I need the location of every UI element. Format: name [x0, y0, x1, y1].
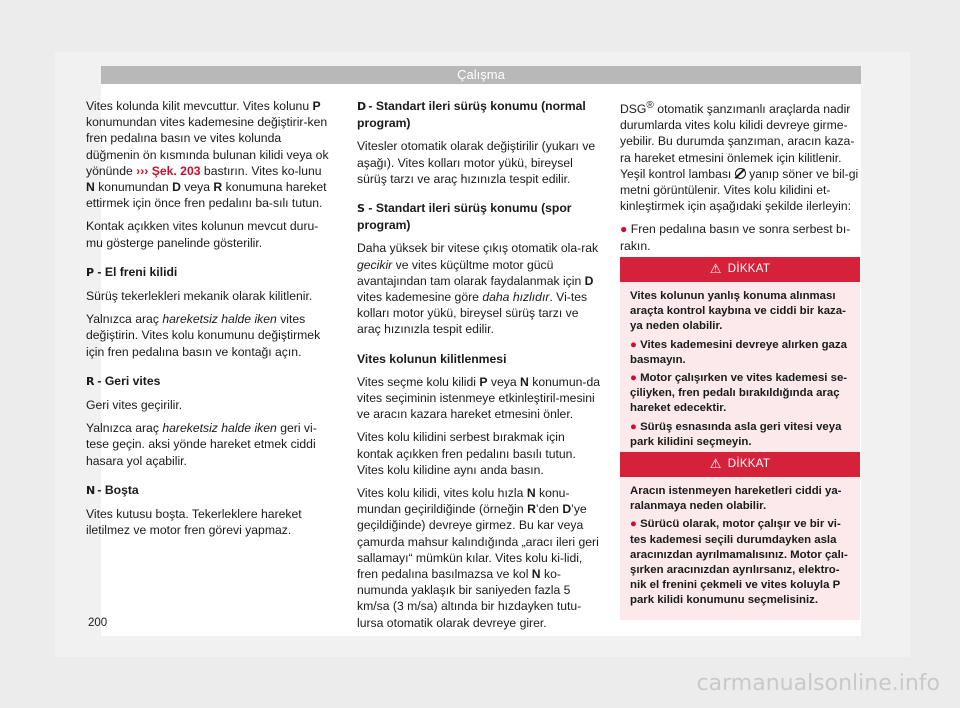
text-italic: daha hızlıdır: [482, 290, 550, 305]
text: ’ye geçildiğinde) devreye girmez. Bu kar veya çamurda mahsur kalındığında „aracı ileri geri sallamayı“ mümkün kılar. Vites kolu ki-lidi, fren pedalına basılmazsa ve kol: [357, 502, 599, 582]
heading-drive: [357, 98, 603, 131]
bullet-icon: ●: [630, 372, 637, 385]
text: yanıp söner ve bil-gi metni görüntülenir. Vites kolu kilidini et-kinleştirmek için aşağıdaki şekilde ilerleyin:: [620, 166, 859, 214]
warning-intro: Vites kolunun yanlış konuma alınması araçta kontrol kaybına ve ciddi bir kaza-ya neden olabilir.: [630, 290, 846, 333]
text: otomatik şanzımanlı araçlarda nadir durumlarda vites kolu kilidi devreye girme-yebilir. Bu durumda şanzıman, aracın kaza-ra hareket etmesini önlemek için kilitlenir. Yeşil kontrol lambası: [620, 102, 855, 181]
text: ve vites küçültme motor gücü avantajından tam olarak faydalanmak için: [357, 257, 585, 288]
gear-n-icon: N: [86, 483, 96, 497]
text: Vites kolunda kilit mevcuttur. Vites kolunu: [86, 99, 310, 113]
gear-p: P: [479, 374, 488, 389]
text: Fren pedalına basın ve sonra serbest bı-rakın.: [620, 222, 851, 253]
gear-r: R: [213, 180, 223, 195]
text: Yalnızca araç: [86, 421, 163, 436]
watermark: carmanualsonline.info: [696, 671, 940, 696]
text: veya: [487, 374, 521, 389]
text: bastırın. Vites ko-lunu: [200, 163, 322, 178]
text: konumun-da vites seçiminin istenmeye etkinleştiril-mesini ve aracın kazara hareket etmesini önler.: [357, 374, 600, 422]
text: . Vi-tes kolları motor yükü, bireysel sürüş tarzı ve araç hızınızla tespit edilir.: [357, 290, 588, 337]
paragraph-sport: [357, 240, 603, 337]
warning-body: [620, 477, 860, 620]
text: geri vi-tese geçin. aksi yönde hareket etmek ciddi hasara yol açabilir.: [86, 421, 317, 468]
text: Sürüş esnasında asla geri vitesi veya park kilidini seçmeyin.: [630, 420, 842, 448]
warning-intro: Aracın istenmeyen hareketleri ciddi ya-ralanmaya neden olabilir.: [630, 485, 842, 513]
gear-d: D: [172, 180, 181, 195]
text: konumundan vites kademesine değiştirir-ken fren pedalına basın ve vites kolunda düğmenin ön kısmında bulunan kilidi veya ok yönünde: [86, 115, 329, 178]
heading-text: - Geri vites: [94, 373, 161, 388]
warning-header: [620, 452, 860, 477]
heading-text: - Standart ileri sürüş konumu (normal program): [357, 99, 586, 131]
gear-n: N: [531, 567, 541, 582]
warning-label: DİKKAT: [727, 262, 771, 275]
text: vites kademesine göre: [357, 290, 483, 305]
text: Motor çalışırken ve vites kademesi se-çiliyken, fren pedalı bırakıldığında araç hareket edecektir.: [630, 372, 848, 415]
heading-text: - Boşta: [94, 482, 139, 497]
paragraph-park-1: Sürüş tekerlekleri mekanik olarak kilitlenir.: [86, 289, 313, 304]
bullet-icon: ●: [630, 518, 637, 531]
warning-body: [620, 282, 860, 461]
gear-p-icon: P: [86, 265, 95, 279]
text: Vites kademesini devreye alırken gaza basmayın.: [630, 338, 847, 366]
gear-p: P: [312, 99, 321, 113]
text: vites değiştirin. Vites kolu konumunu değiştirmek için fren pedalına basın ve kontağı açın.: [86, 312, 321, 359]
warning-triangle-icon: ⚠: [709, 261, 722, 277]
column-2: [357, 98, 603, 638]
heading-text: - El freni kilidi: [94, 264, 178, 279]
text-italic: hareketsiz halde iken: [162, 312, 277, 327]
gear-d: D: [584, 273, 594, 288]
ref-arrow-icon: ›››: [136, 163, 149, 178]
text: Daha yüksek bir vitese çıkış otomatik ola-rak: [357, 241, 599, 256]
text: Yalnızca araç: [86, 312, 163, 327]
warning-item: [630, 420, 850, 450]
warning-box-2: [620, 452, 860, 620]
paragraph-reverse-2: [86, 420, 332, 469]
paragraph-lock-intro: [86, 98, 332, 211]
figure-link[interactable]: Şek. 203: [148, 163, 201, 178]
gear-r-icon: R: [86, 374, 95, 388]
text: konumuna hareket ettirmek için önce fren pedalını ba-sılı tutun.: [86, 180, 327, 211]
page-number: 200: [88, 617, 108, 629]
gear-n: N: [86, 180, 95, 195]
column-1: [86, 98, 332, 545]
text: konu-mundan geçirildiğinde (örneğin: [357, 486, 570, 517]
warning-label: DİKKAT: [727, 457, 771, 470]
text: ’den: [535, 502, 563, 517]
warning-box-1: [620, 257, 860, 461]
heading-reverse: [86, 373, 332, 390]
paragraph-neutral: Vites kutusu boşta. Tekerleklere hareket iletilmez ve motor fren görevi yapmaz.: [86, 507, 302, 538]
gear-n: N: [526, 486, 536, 501]
paragraph-drive: Vitesler otomatik olarak değiştirilir (yukarı ve aşağı). Vites kolları motor yükü, bireysel sürüş tarzı ve araç hızınızla tespit edilir.: [357, 139, 596, 186]
warning-item: [630, 338, 850, 368]
warning-item: [630, 371, 850, 417]
heading-park: [86, 264, 332, 281]
paragraph-lock-2: Vites kolu kilidini serbest bırakmak için kontak açıkken fren pedalını basılı tutun. Vites kolu kilidine aynı anda basın.: [357, 430, 576, 477]
text: Sürücü olarak, motor çalışır ve bir vi-tes kademesi seçili durumdayken asla aracınızdan ayrılmamalısınız. Motor çalı-şırken aracınızdan ayrılırsanız, elektro-nik el frenini çekmeli ve vites koluyla P park kilidi konumunu seçmelisiniz.: [630, 518, 848, 607]
bullet-icon: ●: [630, 338, 637, 351]
bullet-icon: ●: [620, 222, 628, 237]
text-italic: gecikir: [357, 257, 393, 272]
text: ko-numunda yaklaşık bir saniyeden fazla 5 km/sa (3 m/sa) altında bir hızdayken tutu-lursa otomatik olarak devreye girer.: [357, 567, 582, 630]
text: veya: [180, 180, 214, 195]
paragraph-dsg: [620, 98, 860, 214]
text: konumundan: [94, 180, 173, 195]
warning-header: [620, 257, 860, 282]
paragraph-lock-3: [357, 485, 603, 631]
text: DSG: [620, 102, 647, 117]
gear-d: D: [562, 502, 572, 517]
gear-r: R: [527, 502, 536, 517]
column-3: [620, 98, 860, 261]
gear-s-icon: S: [357, 202, 365, 216]
warning-item: [630, 517, 850, 608]
registered-mark: ®: [646, 100, 654, 111]
gear-d-icon: D: [357, 100, 367, 113]
heading-text: - Standart ileri sürüş konumu (spor program): [357, 201, 572, 233]
paragraph-display: Kontak açıkken vites kolunun mevcut duru-mu gösterge panelinde gösterilir.: [86, 219, 319, 250]
warning-triangle-icon: ⚠: [709, 456, 722, 472]
heading-sport: [357, 200, 603, 233]
gear-n: N: [520, 374, 529, 389]
paragraph-park-2: [86, 311, 332, 360]
warning-lamp-icon: [735, 168, 746, 179]
heading-neutral: [86, 482, 332, 499]
section-header: Çalışma: [101, 66, 861, 84]
text: Vites seçme kolu kilidi: [357, 374, 480, 389]
heading-lever-lock: Vites kolunun kilitlenmesi: [357, 351, 507, 366]
text: Vites kolu kilidi, vites kolu hızla: [357, 486, 527, 501]
bullet-step: [620, 221, 860, 253]
bullet-icon: ●: [630, 420, 637, 433]
paragraph-lock-1: [357, 374, 603, 423]
paragraph-reverse-1: Geri vites geçirilir.: [86, 398, 183, 413]
text-italic: hareketsiz halde iken: [162, 421, 277, 436]
